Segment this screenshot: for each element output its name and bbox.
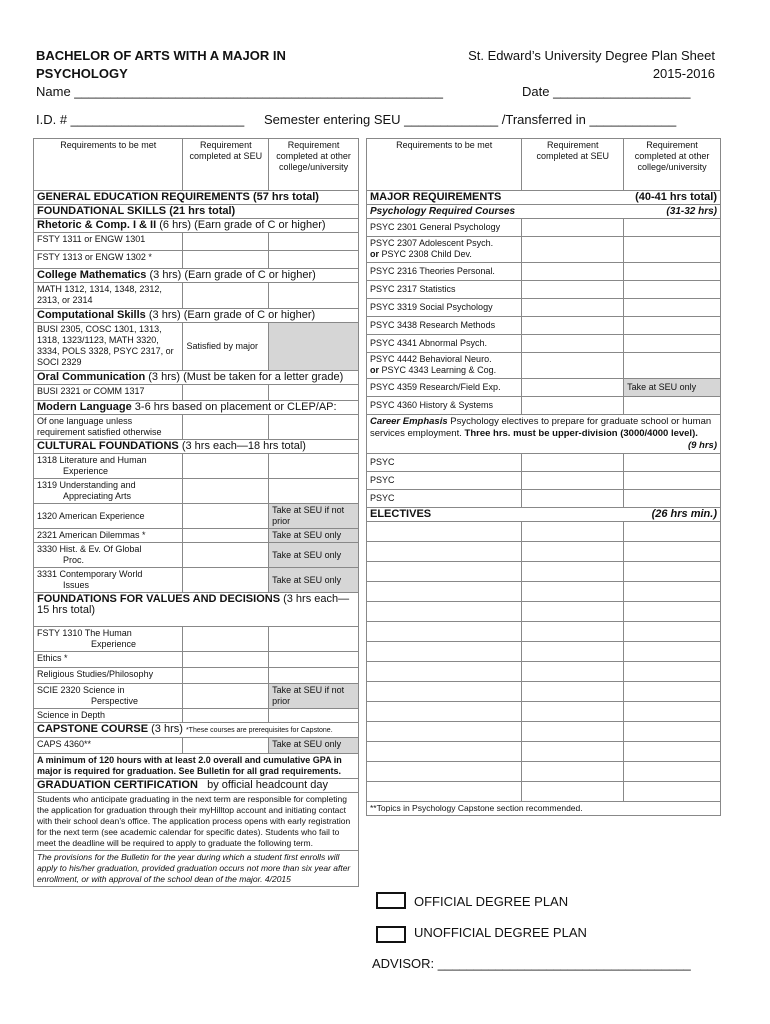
seu-cell[interactable] bbox=[522, 263, 624, 281]
min-hours-note: A minimum of 120 hours with at least 2.0 overall and cumulative GPA in major is required for graduation. See Bulletin for all grad requirements. bbox=[34, 754, 359, 779]
psyc-row: PSYC bbox=[367, 490, 522, 508]
other-cell[interactable] bbox=[624, 522, 721, 542]
other-cell[interactable] bbox=[269, 652, 359, 668]
other-cell[interactable] bbox=[269, 668, 359, 684]
col-header-seu: Requirement completed at SEU bbox=[522, 139, 624, 191]
seu-cell[interactable] bbox=[183, 529, 269, 543]
busi-row: BUSI 2305, COSC 1301, 1313, 1318, 1323/1123, MATH 3320, 3334, POLS 3328, PSYC 2317, or SOCI 2329 bbox=[34, 323, 183, 371]
psyc-row: PSYC bbox=[367, 454, 522, 472]
seu-cell[interactable] bbox=[522, 682, 624, 702]
col-header-seu: Requirement completed at SEU bbox=[183, 139, 269, 191]
other-cell[interactable] bbox=[624, 237, 721, 263]
other-cell[interactable] bbox=[624, 662, 721, 682]
other-cell[interactable] bbox=[624, 454, 721, 472]
seu-cell[interactable] bbox=[522, 742, 624, 762]
seu-cell[interactable] bbox=[522, 219, 624, 237]
seu-cell[interactable] bbox=[183, 504, 269, 529]
other-cell[interactable] bbox=[624, 742, 721, 762]
other-cell[interactable] bbox=[624, 562, 721, 582]
c1319-row: 1319 Understanding and Appreciating Arts bbox=[34, 479, 183, 504]
other-cell[interactable] bbox=[624, 642, 721, 662]
scie-row: SCIE 2320 Science in Perspective bbox=[34, 684, 183, 709]
depth-row: Science in Depth bbox=[34, 709, 183, 723]
elective-row[interactable] bbox=[367, 762, 522, 782]
advisor-field[interactable]: ADVISOR: ___________________________________ bbox=[372, 956, 691, 971]
seu-cell[interactable] bbox=[183, 251, 269, 269]
other-cell[interactable] bbox=[624, 622, 721, 642]
take-not-prior-cell: Take at SEU if not prior bbox=[269, 684, 359, 709]
other-cell[interactable] bbox=[624, 682, 721, 702]
col-header-other: Requirement completed at other college/university bbox=[269, 139, 359, 191]
gen-ed-header: GENERAL EDUCATION REQUIREMENTS (57 hrs total) bbox=[34, 191, 359, 205]
ethics-row: Ethics * bbox=[34, 652, 183, 668]
seu-cell[interactable] bbox=[522, 602, 624, 622]
other-cell[interactable] bbox=[269, 415, 359, 440]
seu-cell[interactable] bbox=[183, 283, 269, 309]
official-checkbox[interactable] bbox=[376, 892, 406, 909]
elective-row[interactable] bbox=[367, 642, 522, 662]
psych-required-header: Psychology Required Courses (31-32 hrs) bbox=[367, 205, 721, 219]
seu-cell[interactable] bbox=[183, 709, 269, 723]
unofficial-checkbox[interactable] bbox=[376, 926, 406, 943]
seu-cell[interactable] bbox=[522, 237, 624, 263]
elective-row[interactable] bbox=[367, 662, 522, 682]
values-header: FOUNDATIONS FOR VALUES AND DECISIONS (3 hrs each—15 hrs total) bbox=[34, 593, 359, 627]
other-cell[interactable] bbox=[624, 281, 721, 299]
other-cell[interactable] bbox=[624, 582, 721, 602]
elective-row[interactable] bbox=[367, 522, 522, 542]
elective-row[interactable] bbox=[367, 602, 522, 622]
seu-cell[interactable] bbox=[522, 353, 624, 379]
course-row: PSYC 3438 Research Methods bbox=[367, 317, 522, 335]
c1318-row: 1318 Literature and Human Experience bbox=[34, 454, 183, 479]
elective-row[interactable] bbox=[367, 562, 522, 582]
other-cell[interactable] bbox=[624, 335, 721, 353]
other-cell[interactable] bbox=[624, 472, 721, 490]
take-only-cell: Take at SEU only bbox=[269, 568, 359, 593]
elective-row[interactable] bbox=[367, 682, 522, 702]
elective-row[interactable] bbox=[367, 702, 522, 722]
seu-cell[interactable] bbox=[183, 454, 269, 479]
other-cell[interactable] bbox=[624, 722, 721, 742]
elective-row[interactable] bbox=[367, 742, 522, 762]
fsty1313-row: FSTY 1313 or ENGW 1302 * bbox=[34, 251, 183, 269]
other-cell-gray bbox=[269, 323, 359, 371]
electives-header: ELECTIVES (26 hrs min.) bbox=[367, 508, 721, 522]
semester-field[interactable]: Semester entering SEU _____________ /Transferred in ____________ bbox=[264, 112, 677, 127]
elective-row[interactable] bbox=[367, 542, 522, 562]
seu-cell[interactable] bbox=[522, 454, 624, 472]
course-row: PSYC 3319 Social Psychology bbox=[367, 299, 522, 317]
seu-cell[interactable] bbox=[183, 385, 269, 401]
unofficial-label: UNOFFICIAL DEGREE PLAN bbox=[414, 925, 587, 940]
course-row: PSYC 2317 Statistics bbox=[367, 281, 522, 299]
seu-cell[interactable] bbox=[183, 684, 269, 709]
take-only-cell: Take at SEU only bbox=[269, 543, 359, 568]
seu-cell[interactable] bbox=[183, 233, 269, 251]
seu-cell[interactable] bbox=[522, 490, 624, 508]
col-header-other: Requirement completed at other college/university bbox=[624, 139, 721, 191]
course-row: PSYC 4442 Behavioral Neuro. or PSYC 4343 Learning & Cog. bbox=[367, 353, 522, 379]
seu-cell[interactable] bbox=[183, 627, 269, 652]
seu-cell[interactable] bbox=[522, 722, 624, 742]
career-emphasis: Career Emphasis Psychology electives to prepare for graduate school or human services employment. Three hrs. must be upper-division (3000/4000 level). (9 hrs) bbox=[367, 415, 721, 454]
seu-cell[interactable] bbox=[522, 622, 624, 642]
foundational-skills-header: FOUNDATIONAL SKILLS (21 hrs total) bbox=[34, 205, 359, 219]
id-field[interactable]: I.D. # ________________________ bbox=[36, 112, 245, 127]
c2321-row: 2321 American Dilemmas * bbox=[34, 529, 183, 543]
topics-note: **Topics in Psychology Capstone section recommended. bbox=[367, 802, 721, 816]
seu-cell[interactable] bbox=[522, 562, 624, 582]
elective-row[interactable] bbox=[367, 622, 522, 642]
seu-cell[interactable] bbox=[522, 379, 624, 397]
other-cell[interactable] bbox=[269, 385, 359, 401]
seu-cell[interactable] bbox=[522, 317, 624, 335]
math-row: MATH 1312, 1314, 1348, 2312, 2313, or 2314 bbox=[34, 283, 183, 309]
seu-cell[interactable] bbox=[522, 642, 624, 662]
course-row: PSYC 4341 Abnormal Psych. bbox=[367, 335, 522, 353]
title-line2: PSYCHOLOGY bbox=[36, 66, 128, 81]
course-row: PSYC 2307 Adolescent Psych. or PSYC 2308 Child Dev. bbox=[367, 237, 522, 263]
university-title: St. Edward’s University Degree Plan Sheet bbox=[468, 48, 715, 63]
major-header: MAJOR REQUIREMENTS (40-41 hrs total) bbox=[367, 191, 721, 205]
course-row: PSYC 4360 History & Systems bbox=[367, 397, 522, 415]
c3330-row: 3330 Hist. & Ev. Of Global Proc. bbox=[34, 543, 183, 568]
other-cell[interactable] bbox=[269, 479, 359, 504]
other-cell[interactable] bbox=[624, 702, 721, 722]
other-cell[interactable] bbox=[624, 762, 721, 782]
seu-cell[interactable] bbox=[183, 479, 269, 504]
course-row: PSYC 4359 Research/Field Exp. bbox=[367, 379, 522, 397]
seu-cell[interactable] bbox=[183, 738, 269, 754]
seu-cell[interactable] bbox=[522, 762, 624, 782]
take-not-prior-cell: Take at SEU if not prior bbox=[269, 504, 359, 529]
course-row: PSYC 2316 Theories Personal. bbox=[367, 263, 522, 281]
seu-cell[interactable] bbox=[183, 568, 269, 593]
take-only-cell: Take at SEU only bbox=[269, 529, 359, 543]
other-cell[interactable] bbox=[269, 251, 359, 269]
one-language-row: Of one language unless requirement satisfied otherwise bbox=[34, 415, 183, 440]
seu-cell[interactable] bbox=[522, 782, 624, 802]
c3331-row: 3331 Contemporary World Issues bbox=[34, 568, 183, 593]
major-requirements-table bbox=[366, 138, 721, 816]
seu-cell[interactable] bbox=[522, 299, 624, 317]
seu-cell[interactable] bbox=[522, 335, 624, 353]
seu-cell[interactable] bbox=[522, 662, 624, 682]
other-cell[interactable] bbox=[624, 219, 721, 237]
psyc-row: PSYC bbox=[367, 472, 522, 490]
col-header-requirements: Requirements to be met bbox=[34, 139, 183, 191]
other-cell[interactable] bbox=[624, 782, 721, 802]
other-cell[interactable] bbox=[624, 263, 721, 281]
oral-header: Oral Communication (3 hrs) (Must be taken for a letter grade) bbox=[34, 371, 359, 385]
seu-cell[interactable] bbox=[522, 472, 624, 490]
computational-header: Computational Skills (3 hrs) (Earn grade of C or higher) bbox=[34, 309, 359, 323]
take-only-cell: Take at SEU only bbox=[624, 379, 721, 397]
other-cell[interactable] bbox=[624, 490, 721, 508]
religious-row: Religious Studies/Philosophy bbox=[34, 668, 183, 684]
elective-row[interactable] bbox=[367, 782, 522, 802]
modern-language-header: Modern Language 3-6 hrs based on placement or CLEP/AP: bbox=[34, 401, 359, 415]
seu-cell[interactable] bbox=[183, 668, 269, 684]
general-education-table bbox=[33, 138, 359, 887]
other-cell[interactable] bbox=[269, 233, 359, 251]
seu-cell[interactable] bbox=[522, 522, 624, 542]
caps-row: CAPS 4360** bbox=[34, 738, 183, 754]
other-cell[interactable] bbox=[624, 397, 721, 415]
other-cell[interactable] bbox=[269, 709, 359, 723]
other-cell[interactable] bbox=[624, 602, 721, 622]
elective-row[interactable] bbox=[367, 582, 522, 602]
other-cell[interactable] bbox=[269, 454, 359, 479]
date-field[interactable]: Date ___________________ bbox=[522, 84, 691, 99]
seu-cell[interactable] bbox=[522, 702, 624, 722]
other-cell[interactable] bbox=[624, 542, 721, 562]
capstone-header: CAPSTONE COURSE (3 hrs) *These courses are prerequisites for Capstone. bbox=[34, 723, 359, 738]
other-cell[interactable] bbox=[269, 283, 359, 309]
name-field[interactable]: Name ___________________________________________________ bbox=[36, 84, 444, 99]
other-cell[interactable] bbox=[624, 317, 721, 335]
academic-year: 2015-2016 bbox=[652, 66, 715, 81]
official-label: OFFICIAL DEGREE PLAN bbox=[414, 894, 569, 909]
grad-cert-header: GRADUATION CERTIFICATION by official headcount day bbox=[34, 779, 359, 793]
provisions-text: The provisions for the Bulletin for the year during which a student first enrolls will apply to his/her graduation, provided graduation occurs not more than six year after enrollment, or with approval of the school dean of the major. 4/2015 bbox=[34, 851, 359, 887]
busi2321-row: BUSI 2321 or COMM 1317 bbox=[34, 385, 183, 401]
satisfied-cell: Satisfied by major bbox=[183, 323, 269, 371]
seu-cell[interactable] bbox=[522, 542, 624, 562]
fsty1310-row: FSTY 1310 The Human Experience bbox=[34, 627, 183, 652]
c1320-row: 1320 American Experience bbox=[34, 504, 183, 529]
seu-cell[interactable] bbox=[183, 415, 269, 440]
other-cell[interactable] bbox=[624, 353, 721, 379]
seu-cell[interactable] bbox=[522, 582, 624, 602]
seu-cell[interactable] bbox=[183, 652, 269, 668]
col-header-requirements: Requirements to be met bbox=[367, 139, 522, 191]
other-cell[interactable] bbox=[624, 299, 721, 317]
title-line1: BACHELOR OF ARTS WITH A MAJOR IN bbox=[36, 48, 286, 63]
fsty1311-row: FSTY 1311 or ENGW 1301 bbox=[34, 233, 183, 251]
grad-text: Students who anticipate graduating in the next term are responsible for completing the application for graduation through their myHilltop account and initiating contact with their school dean’s office. The application process opens with early registration for the next term (see academic calendar for specific dates). Students who fail to meet the deadline will be required to apply to graduate the following term. bbox=[34, 793, 359, 851]
take-only-cell: Take at SEU only bbox=[269, 738, 359, 754]
seu-cell[interactable] bbox=[522, 281, 624, 299]
seu-cell[interactable] bbox=[183, 543, 269, 568]
elective-row[interactable] bbox=[367, 722, 522, 742]
cultural-header: CULTURAL FOUNDATIONS (3 hrs each—18 hrs total) bbox=[34, 440, 359, 454]
course-row: PSYC 2301 General Psychology bbox=[367, 219, 522, 237]
seu-cell[interactable] bbox=[522, 397, 624, 415]
college-math-header: College Mathematics (3 hrs) (Earn grade of C or higher) bbox=[34, 269, 359, 283]
other-cell[interactable] bbox=[269, 627, 359, 652]
rhetoric-header: Rhetoric & Comp. I & II (6 hrs) (Earn grade of C or higher) bbox=[34, 219, 359, 233]
